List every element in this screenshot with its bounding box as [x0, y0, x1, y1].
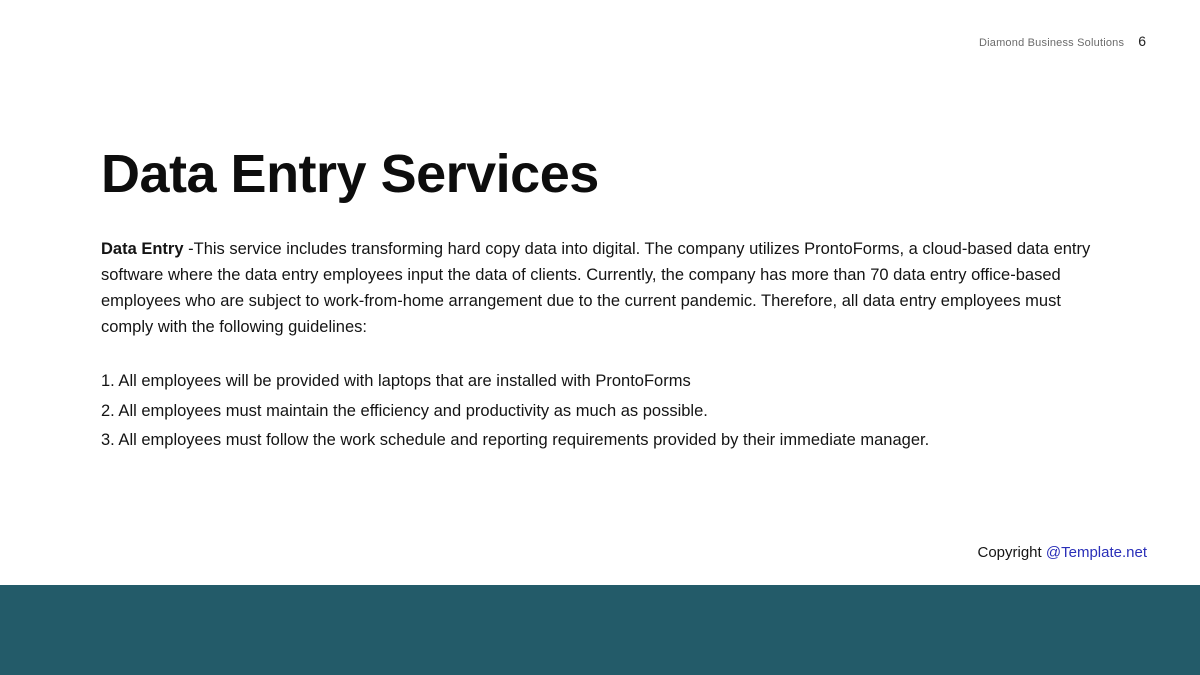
page-number: 6: [1138, 33, 1146, 49]
copyright-text: Copyright: [977, 544, 1046, 561]
guidelines-list: [101, 367, 1111, 456]
service-description: [101, 236, 1111, 340]
guideline-item: 3. All employees must follow the work schedule and reporting requirements provided by their immediate manager.: [101, 431, 930, 449]
footer-band: [0, 585, 1200, 675]
copyright-notice: [978, 544, 1148, 561]
guideline-item: 2. All employees must maintain the efficiency and productivity as much as possible.: [101, 401, 708, 420]
service-description-text: -This service includes transforming hard copy data into digital. The company utilizes ProntoForms, a cloud-based data entry software where the data entry employees input the data of clients. Currently, the company has more than 70 data entry office-based employees who are subject to work-from-home arrangement due to the current pandemic. Therefore, all data entry employees must comply with the following guidelines:: [101, 240, 1091, 336]
service-lead-label: Data Entry: [101, 240, 184, 258]
guideline-item: 1. All employees will be provided with laptops that are installed with ProntoForms: [101, 372, 691, 390]
slide-header: [979, 33, 1146, 49]
page-title: Data Entry Services: [101, 144, 599, 204]
company-name: Diamond Business Solutions: [978, 37, 1125, 49]
template-link[interactable]: @Template.net: [1045, 544, 1147, 561]
